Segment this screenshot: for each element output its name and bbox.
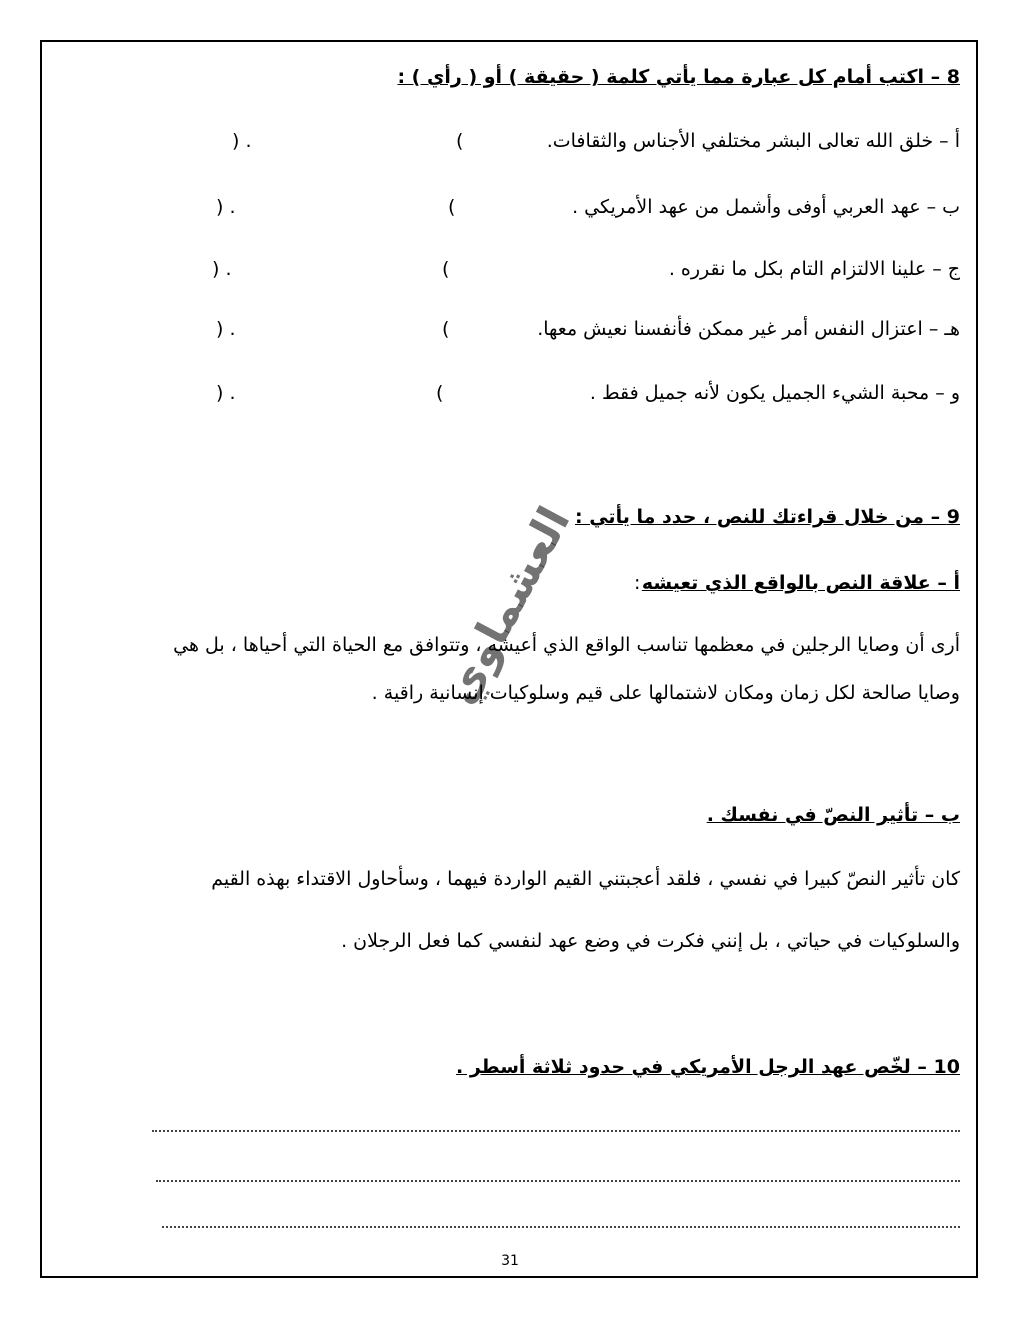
q8-item-b: ب – عهد العربي أوفى وأشمل من عهد الأمريكي . — [572, 196, 960, 218]
q8-item-d: هـ – اعتزال النفس أمر غير ممكن فأنفسنا نعيش معها. — [537, 318, 960, 340]
q8-item-d-close-paren: ) . — [216, 318, 236, 340]
q9-b-line-2: والسلوكيات في حياتي ، بل إنني فكرت في وضع عهد لنفسي كما فعل الرجلان . — [341, 930, 960, 952]
q8-heading: 8 – اكتب أمام كل عبارة مما يأتي كلمة ( حقيقة ) أو ( رأي ) : — [397, 66, 960, 88]
watermark-logo: العشماوي — [434, 498, 581, 713]
answer-line-2[interactable] — [156, 1180, 960, 1182]
q9-a-colon: : — [634, 572, 641, 594]
q9-a-line-2: وصايا صالحة لكل زمان ومكان لاشتمالها على قيم وسلوكيات إنسانية راقية . — [371, 682, 960, 704]
q8-item-c-open-paren: ( — [442, 258, 450, 280]
q8-item-b-open-paren: ( — [448, 196, 456, 218]
q9-b-heading: ب – تأثير النصّ في نفسك . — [706, 804, 960, 826]
q8-item-d-open-paren: ( — [442, 318, 450, 340]
q8-item-a-open-paren: ( — [456, 130, 464, 152]
q9-b-line-1: كان تأثير النصّ كبيرا في نفسي ، فلقد أعجبتني القيم الواردة فيهما ، وسأحاول الاقتداء بهذه القيم — [211, 868, 960, 890]
q8-item-c: ج – علينا الالتزام التام بكل ما نقرره . — [668, 258, 960, 280]
answer-line-1[interactable] — [152, 1130, 960, 1132]
q9-heading: 9 – من خلال قراءتك للنص ، حدد ما يأتي : — [575, 506, 960, 528]
page-number: 31 — [501, 1253, 519, 1269]
q8-item-b-close-paren: ) . — [216, 196, 236, 218]
q8-item-e-close-paren: ) . — [216, 382, 236, 404]
q8-item-a-close-paren: ) . — [232, 130, 252, 152]
q8-item-a: أ – خلق الله تعالى البشر مختلفي الأجناس والثقافات. — [546, 130, 960, 152]
answer-line-3[interactable] — [162, 1226, 960, 1228]
q8-item-c-close-paren: ) . — [212, 258, 232, 280]
q10-heading: 10 – لخّص عهد الرجل الأمريكي في حدود ثلاثة أسطر . — [456, 1056, 960, 1078]
q8-item-e: و – محبة الشيء الجميل يكون لأنه جميل فقط . — [589, 382, 960, 404]
q9-a-line-1: أرى أن وصايا الرجلين في معظمها تناسب الواقع الذي أعيشه ، وتتوافق مع الحياة التي أحياها ، بل هي — [173, 634, 960, 656]
page-border — [40, 40, 978, 1278]
q8-item-e-open-paren: ( — [436, 382, 444, 404]
q9-a-heading: أ – علاقة النص بالواقع الذي تعيشه — [641, 572, 960, 594]
